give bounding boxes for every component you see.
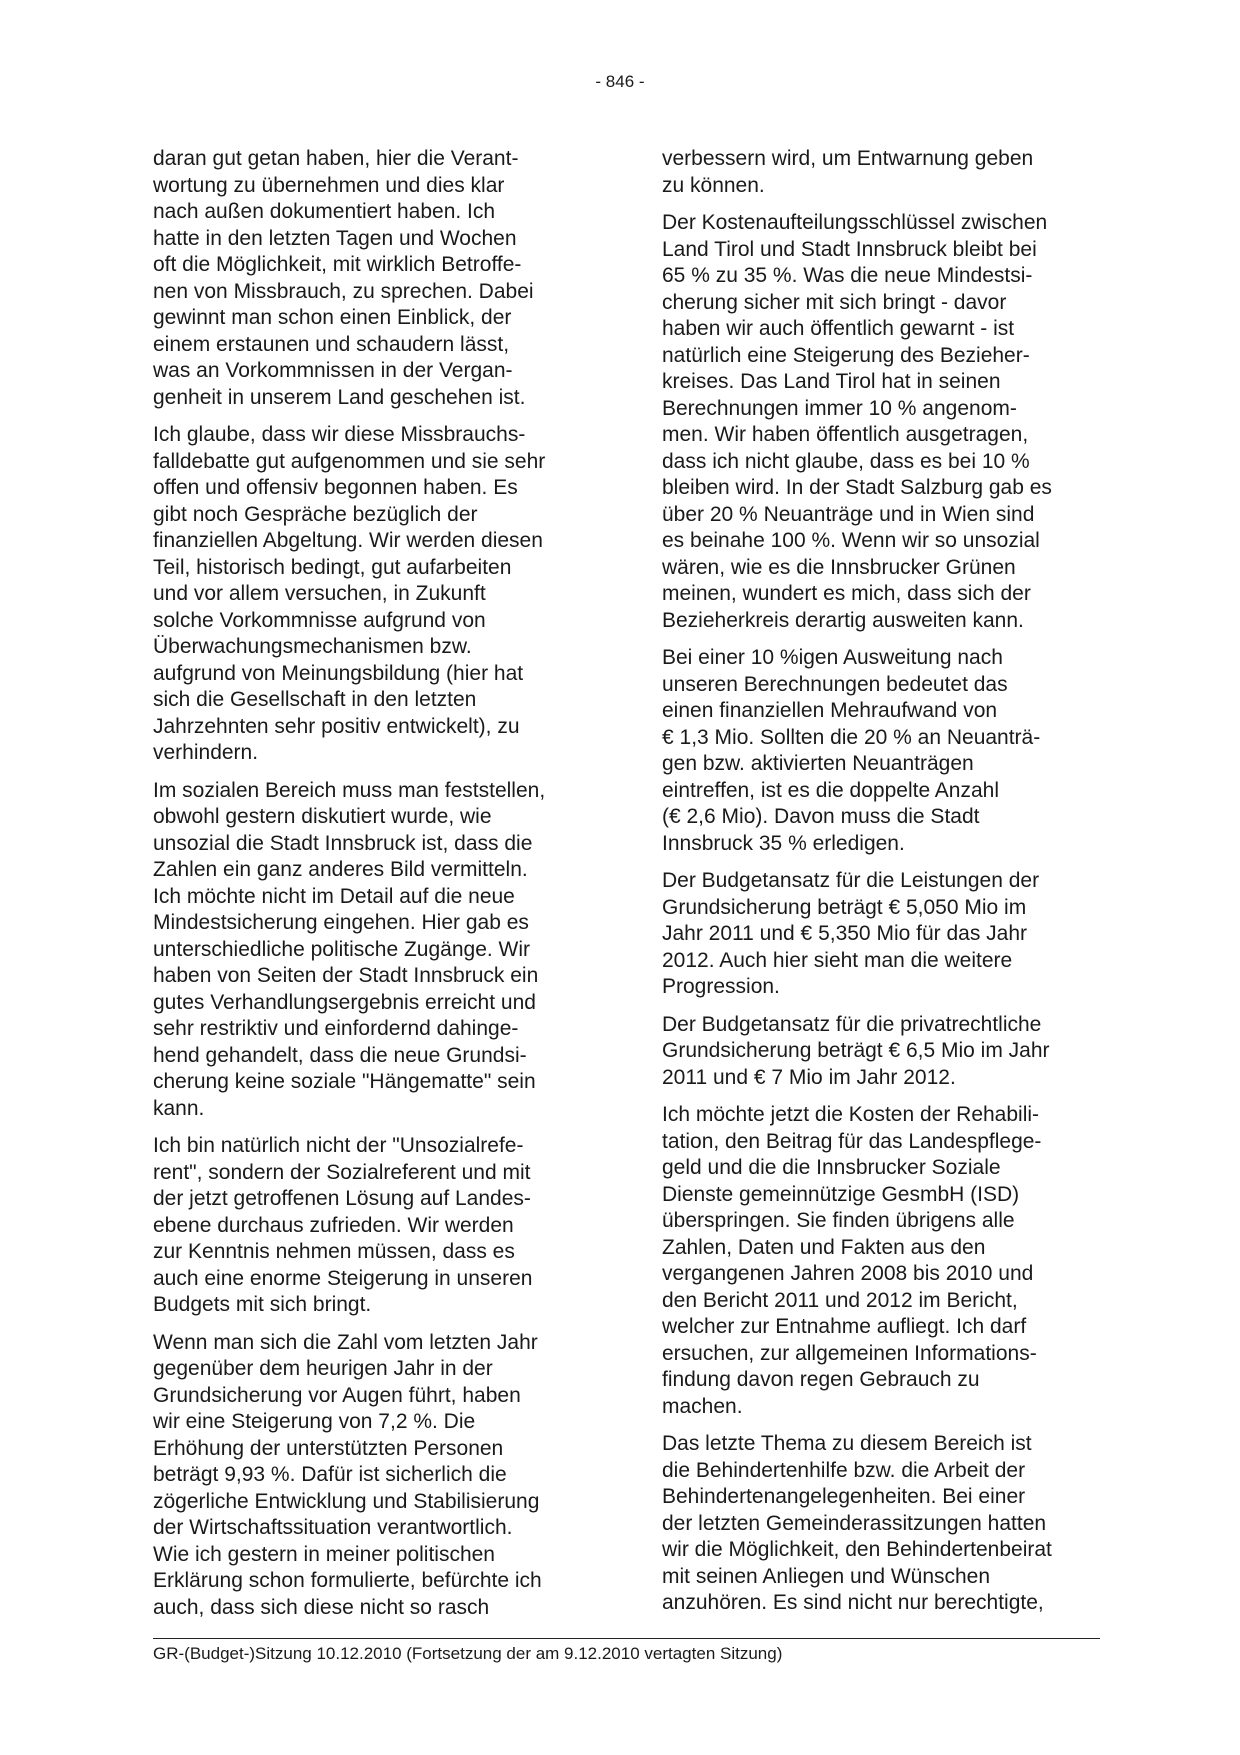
paragraph: Das letzte Thema zu diesem Bereich ist die Behindertenhilfe bzw. die Arbeit der Behindertenangelegenheiten. Bei einer der letzten Gemeinderassitzungen hatten wir die Möglichkeit, den Behindertenbeirat mit seinen Anliegen und Wünschen anzuhören. Es sind nicht nur berechtigte, xyxy=(662,1432,1052,1614)
paragraph: Der Budgetansatz für die privatrechtliche Grundsicherung beträgt € 6,5 Mio im Jahr 2011 und € 7 Mio im Jahr 2012. xyxy=(662,1012,1050,1089)
paragraph: verbessern wird, um Entwarnung geben zu können. xyxy=(662,147,1034,197)
paragraph: Bei einer 10 %igen Ausweitung nach unseren Berechnungen bedeutet das einen finanziellen Mehraufwand von € 1,3 Mio. Sollten die 20 % an Neuanträ- gen bzw. aktivierten Neuanträgen eintreffen, ist es die doppelte Anzahl (€ 2,6 Mio). Davon muss die Stadt Innsbruck 35 % erledigen. xyxy=(662,646,1041,855)
paragraph: Ich bin natürlich nicht der "Unsozialrefe- rent", sondern der Sozialreferent und mit der jetzt getroffenen Lösung auf Landes- ebene durchaus zufrieden. Wir werden zur Kenntnis nehmen müssen, dass es auch eine enorme Steigerung in unseren Budgets mit sich bringt. xyxy=(153,1134,533,1316)
paragraph: daran gut getan haben, hier die Verant- wortung zu übernehmen und dies klar nach außen dokumentiert haben. Ich hatte in den letzten Tagen und Wochen oft die Möglichkeit, mit wirklich Betroffe- nen von Missbrauch, zu sprechen. Dabei gewinnt man schon einen Einblick, der einem erstaunen und schaudern lässt, was an Vorkommnissen in der Vergan- genheit in unserem Land geschehen ist. xyxy=(153,147,534,409)
paragraph: Ich glaube, dass wir diese Missbrauchs- falldebatte gut aufgenommen und sie sehr offen und offensiv begonnen haben. Es gibt noch Gespräche bezüglich der finanziellen Abgeltung. Wir werden diesen Teil, historisch bedingt, gut aufarbeiten und vor allem versuchen, in Zukunft solche Vorkommnisse aufgrund von Überwachungsmechanismen bzw. aufgrund von Meinungsbildung (hier hat sich die Gesellschaft in den letzten Jahrzehnten sehr positiv entwickelt), zu verhindern. xyxy=(153,423,546,764)
paragraph: Im sozialen Bereich muss man feststellen, obwohl gestern diskutiert wurde, wie unsozial die Stadt Innsbruck ist, dass die Zahlen ein ganz anderes Bild vermitteln. Ich möchte nicht im Detail auf die neue Mindestsicherung eingehen. Hier gab es unterschiedliche politische Zugänge. Wir haben von Seiten der Stadt Innsbruck ein gutes Verhandlungsergebnis erreicht und sehr restriktiv und einfordernd dahinge- hend gehandelt, dass die neue Grundsi- cherung keine soziale "Hängematte" sein kann. xyxy=(153,778,546,1120)
paragraph: Wenn man sich die Zahl vom letzten Jahr gegenüber dem heurigen Jahr in der Grundsicherung vor Augen führt, haben wir eine Steigerung von 7,2 %. Die Erhöhung der unterstützten Personen beträgt 9,93 %. Dafür ist sicherlich die zögerliche Entwicklung und Stabilisierung der Wirtschaftssituation verantwortlich. Wie ich gestern in meiner politischen Erklärung schon formulierte, befürchte ich auch, dass sich diese nicht so rasch xyxy=(153,1330,542,1619)
paragraph: Ich möchte jetzt die Kosten der Rehabili- tation, den Beitrag für das Landespflege- geld und die die Innsbrucker Soziale Dienste gemeinnützige GesmbH (ISD) überspringen. Sie finden übrigens alle Zahlen, Daten und Fakten aus den vergangenen Jahren 2008 bis 2010 und den Bericht 2011 und 2012 im Bericht, welcher zur Entnahme aufliegt. Ich darf ersuchen, zur allgemeinen Informations- findung davon regen Gebrauch zu machen. xyxy=(662,1103,1042,1418)
right-column xyxy=(662,146,1100,1628)
page-number: - 846 - xyxy=(595,72,645,91)
footer-text: GR-(Budget-)Sitzung 10.12.2010 (Fortsetzung der am 9.12.2010 vertagten Sitzung) xyxy=(153,1644,783,1663)
footer-divider xyxy=(153,1638,1100,1639)
paragraph: Der Kostenaufteilungsschlüssel zwischen Land Tirol und Stadt Innsbruck bleibt bei 65 % zu 35 %. Was die neue Mindestsi- cherung sicher mit sich bringt - davor haben wir auch öffentlich gewarnt - ist natürlich eine Steigerung des Bezieher- kreises. Das Land Tirol hat in seinen Berechnungen immer 10 % angenom- men. Wir haben öffentlich ausgetragen, dass ich nicht glaube, dass es bei 10 % bleiben wird. In der Stadt Salzburg gab es über 20 % Neuanträge und in Wien sind es beinahe 100 %. Wenn wir so unsozial wären, wie es die Innsbrucker Grünen meinen, wundert es mich, dass sich der Bezieherkreis derartig ausweiten kann. xyxy=(662,211,1052,632)
left-column xyxy=(153,146,585,1632)
paragraph: Der Budgetansatz für die Leistungen der Grundsicherung beträgt € 5,050 Mio im Jahr 2011 und € 5,350 Mio für das Jahr 2012. Auch hier sieht man die weitere Progression. xyxy=(662,869,1040,998)
